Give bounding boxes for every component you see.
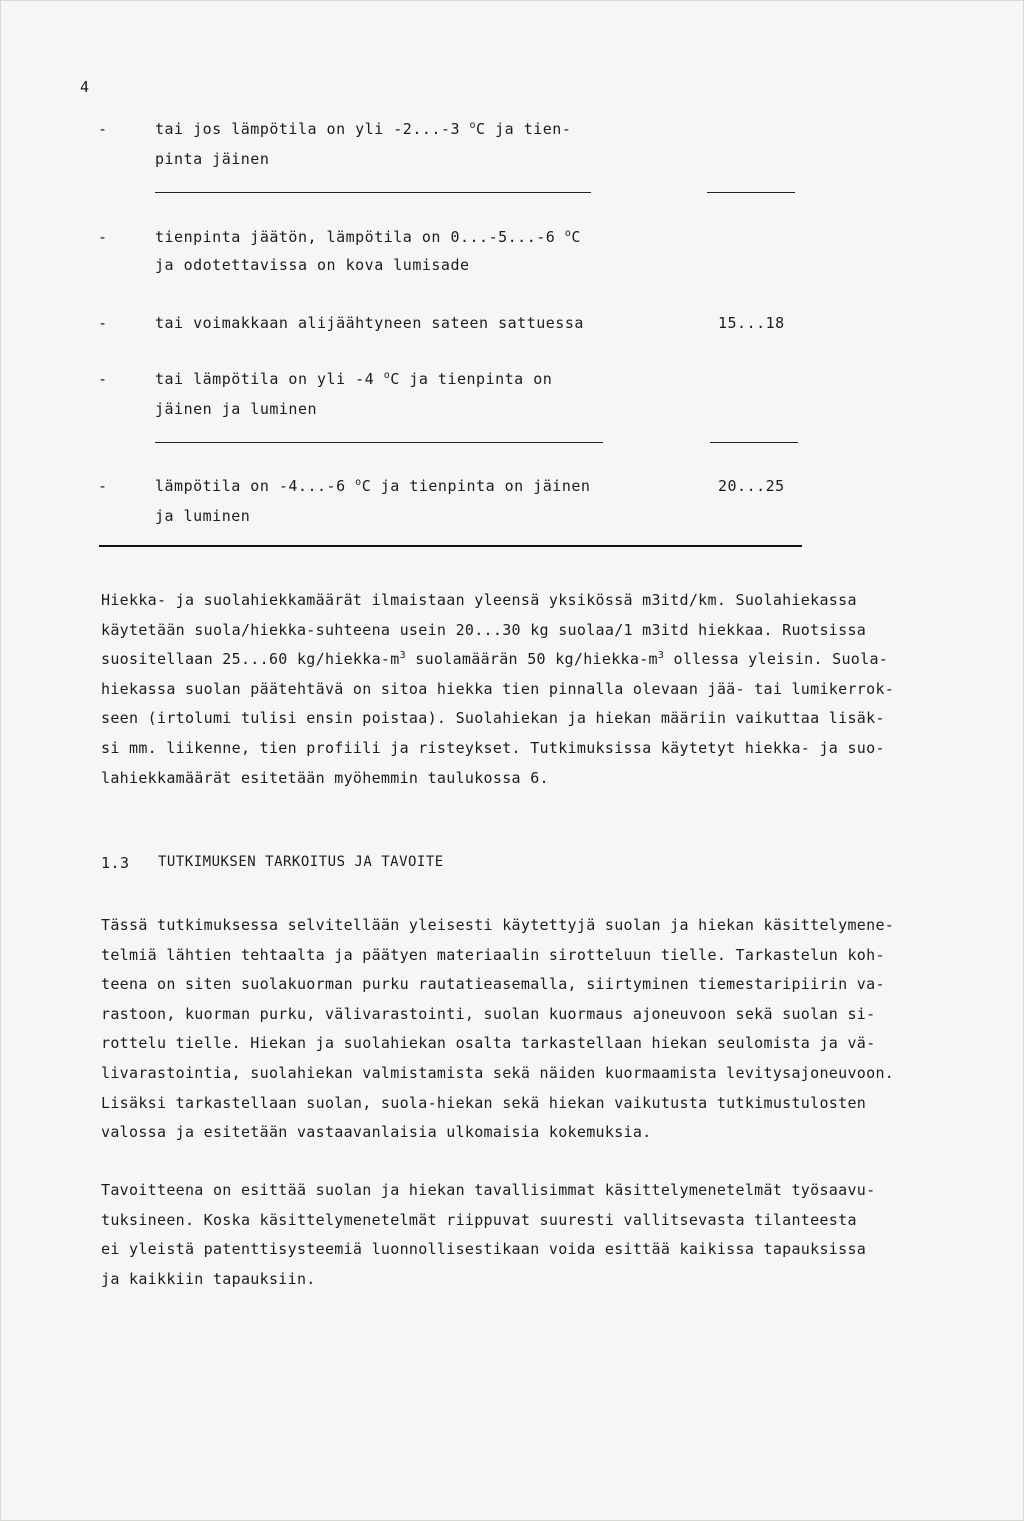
table-row-text-cont: ja odotettavissa on kova lumisade: [155, 256, 470, 274]
table-row-dash: -: [98, 477, 108, 495]
section-number: 1.3: [101, 854, 130, 872]
table-row-value: 15...18: [718, 314, 785, 332]
text-line: Lisäksi tarkastellaan suolan, suola-hiekan sekä hiekan vaikutusta tutkimustulosten: [101, 1093, 867, 1112]
text-line: hiekassa suolan päätehtävä on sitoa hiekka tien pinnalla olevaan jää- tai lumikerrok-: [101, 679, 895, 698]
table-row-text: lämpötila on -4...-6 $^o$C ja tienpinta on jäinen: [155, 477, 591, 495]
paragraph: [101, 911, 931, 1148]
text-line: Hiekka- ja suolahiekkamäärät ilmaistaan yleensä yksikössä m3itd/km. Suolahiekassa: [101, 591, 857, 609]
text-line: rottelu tielle. Hiekan ja suolahiekan osalta tarkastellaan hiekan seulomista ja vä-: [101, 1034, 876, 1053]
section-title: TUTKIMUKSEN TARKOITUS JA TAVOITE: [158, 854, 444, 870]
text-line: si mm. liikenne, tien profiili ja risteykset. Tutkimuksissa käytetyt hiekka- ja suo-: [101, 738, 885, 757]
page-number: 4: [80, 78, 90, 96]
text-line: valossa ja esitetään vastaavanlaisia ulkomaisia kokemuksia.: [101, 1123, 652, 1142]
text-line: ei yleistä patenttisysteemiä luonnollisestikaan voida esittää kaikissa tapauksissa: [101, 1240, 867, 1259]
table-row-text: tai voimakkaan alijäähtyneen sateen sattuessa: [155, 314, 584, 332]
table-row-text-cont: ja luminen: [155, 507, 251, 525]
paragraph: [101, 586, 931, 793]
table-row-dash: -: [98, 228, 108, 246]
text-line: livarastointia, suolahiekan valmistamista sekä näiden kuormaamista levitysajoneuvoon.: [101, 1063, 895, 1082]
table-bottom-rule: [99, 545, 802, 547]
text-line: käytetään suola/hiekka-suhteena usein 20...30 kg suolaa/1 m3itd hiekkaa. Ruotsissa: [101, 620, 867, 639]
text-line: telmiä lähtien tehtaalta ja päätyen materiaalin sirotteluun tielle. Tarkastelun koh-: [101, 945, 885, 964]
table-divider: [155, 442, 603, 443]
table-divider-value: [710, 442, 798, 443]
paragraph: [101, 1176, 931, 1294]
table-row-text-cont: jäinen ja luminen: [155, 400, 318, 418]
text-line: suositellaan 25...60 $kg/hiekka-m^3$ suolamäärän 50 $kg/hiekka-m^3$ ollessa yleisin. Suola-: [101, 650, 889, 669]
text-line: teena on siten suolakuorman purku rautatieasemalla, siirtyminen tiemestaripiirin va-: [101, 975, 885, 994]
text-line: Tavoitteena on esittää suolan ja hiekan tavallisimmat käsittelymenetelmät työsaavu-: [101, 1181, 876, 1199]
text-line: seen (irtolumi tulisi ensin poistaa). Suolahiekan ja hiekan määriin vaikuttaa lisäk-: [101, 709, 885, 728]
table-row-dash: -: [98, 314, 108, 332]
table-row-text: tai lämpötila on yli -4 $^o$C ja tienpinta on: [155, 370, 553, 388]
table-divider-value: [707, 192, 795, 193]
text-line: Tässä tutkimuksessa selvitellään yleisesti käytettyjä suolan ja hiekan käsittelymene-: [101, 916, 895, 934]
table-row-dash: -: [98, 120, 108, 138]
table-row-text: tienpinta jäätön, lämpötila on 0...-5...-6 $^o$C: [155, 228, 581, 246]
table-row-dash: -: [98, 370, 108, 388]
text-line: rastoon, kuorman purku, välivarastointi, suolan kuormaus ajoneuvoon sekä suolan si-: [101, 1004, 876, 1023]
table-divider: [155, 192, 591, 193]
table-row-text: tai jos lämpötila on yli -2...-3 $^o$C ja tien-: [155, 120, 572, 138]
text-line: lahiekkamäärät esitetään myöhemmin taulukossa 6.: [101, 768, 549, 787]
table-row-text-cont: pinta jäinen: [155, 150, 270, 168]
table-row-value: 20...25: [718, 477, 785, 495]
text-line: tuksineen. Koska käsittelymenetelmät riippuvat suuresti vallitsevasta tilanteesta: [101, 1210, 857, 1229]
text-line: ja kaikkiin tapauksiin.: [101, 1269, 316, 1288]
